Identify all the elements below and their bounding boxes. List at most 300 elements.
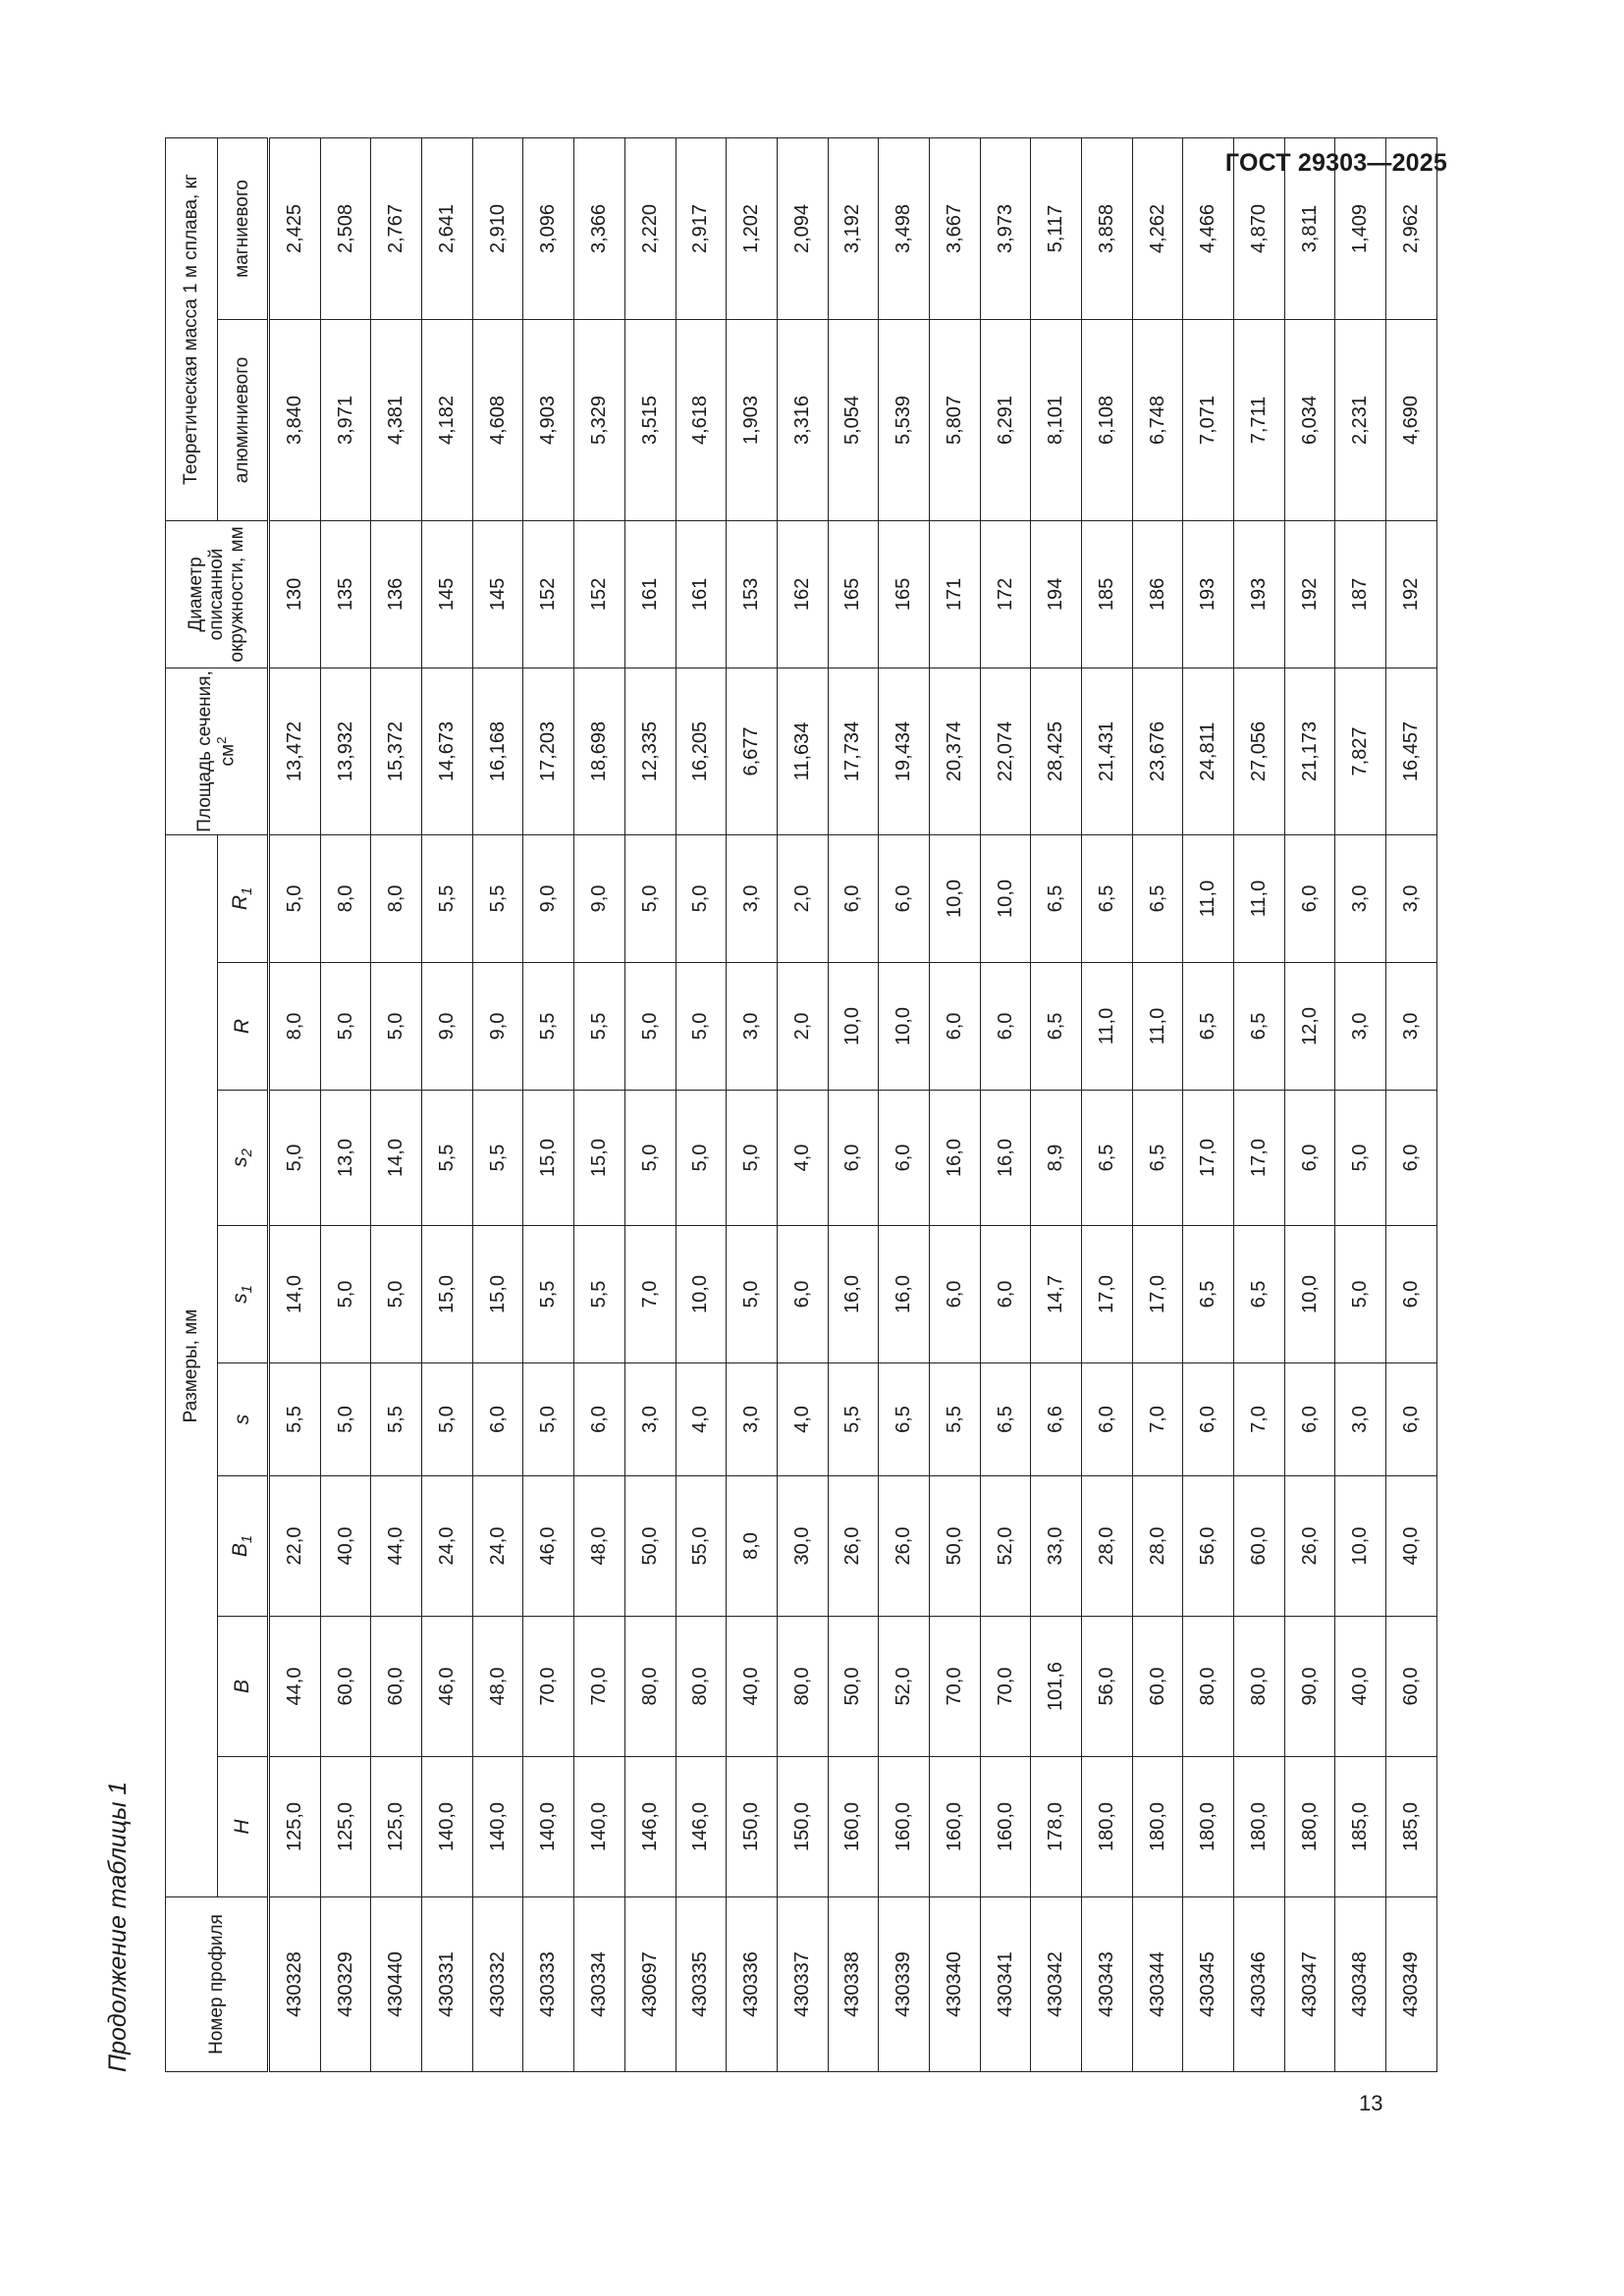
table-cell: 6,0 <box>472 1363 523 1476</box>
table-cell: 5,5 <box>929 1363 980 1476</box>
table-cell: 430337 <box>777 1897 828 2072</box>
table-cell: 430341 <box>980 1897 1031 2072</box>
table-cell: 30,0 <box>777 1476 828 1617</box>
header-dimensions: Размеры, мм <box>166 834 218 1896</box>
header-aluminum: алюминиевого <box>218 319 269 520</box>
table-row <box>624 137 676 2071</box>
table-cell: 150,0 <box>777 1757 828 1897</box>
table-cell: 6,5 <box>1031 963 1082 1091</box>
table-row <box>1234 137 1285 2071</box>
table-cell: 6,5 <box>980 1363 1031 1476</box>
table-cell: 6,108 <box>1082 319 1133 520</box>
table-cell: 430348 <box>1335 1897 1386 2072</box>
table-cell: 24,0 <box>422 1476 473 1617</box>
table-cell: 5,5 <box>574 1226 625 1363</box>
table-cell: 140,0 <box>422 1757 473 1897</box>
table-cell: 44,0 <box>269 1617 321 1757</box>
table-cell: 6,5 <box>1183 1226 1234 1363</box>
table-cell: 3,0 <box>1335 1363 1386 1476</box>
table-cell: 5,0 <box>624 834 676 962</box>
table-cell: 152 <box>574 520 625 667</box>
table-cell: 3,858 <box>1082 137 1133 319</box>
table-cell: 13,0 <box>320 1091 371 1226</box>
table-cell: 3,973 <box>980 137 1031 319</box>
table-cell: 3,0 <box>1386 963 1437 1091</box>
table-cell: 5,0 <box>371 1226 422 1363</box>
table-cell: 5,5 <box>371 1363 422 1476</box>
table-cell: 7,071 <box>1183 319 1234 520</box>
table-cell: 180,0 <box>1183 1757 1234 1897</box>
table-cell: 14,0 <box>371 1091 422 1226</box>
header-H: H <box>218 1757 269 1897</box>
header-B1: $B_1$ <box>218 1476 269 1617</box>
table-cell: 5,0 <box>676 1091 727 1226</box>
table-cell: 150,0 <box>727 1757 778 1897</box>
table-cell: 28,425 <box>1031 667 1082 834</box>
table-cell: 60,0 <box>371 1617 422 1757</box>
table-cell: 7,0 <box>624 1226 676 1363</box>
table-cell: 160,0 <box>828 1757 879 1897</box>
table-cell: 430331 <box>422 1897 473 2072</box>
table-cell: 20,374 <box>929 667 980 834</box>
table-cell: 4,608 <box>472 319 523 520</box>
table-cell: 11,0 <box>1132 963 1183 1091</box>
table-cell: 3,971 <box>320 319 371 520</box>
table-cell: 48,0 <box>472 1617 523 1757</box>
table-cell: 50,0 <box>828 1617 879 1757</box>
table-row <box>472 137 523 2071</box>
table-cell: 5,807 <box>929 319 980 520</box>
table-cell: 430338 <box>828 1897 879 2072</box>
table-cell: 5,5 <box>422 1091 473 1226</box>
table-cell: 6,0 <box>1386 1091 1437 1226</box>
table-row <box>1335 137 1386 2071</box>
table-cell: 6,5 <box>1234 1226 1285 1363</box>
table-cell: 3,0 <box>624 1363 676 1476</box>
table-cell: 6,0 <box>1386 1363 1437 1476</box>
table-cell: 1,409 <box>1335 137 1386 319</box>
table-cell: 5,0 <box>624 1091 676 1226</box>
table-row <box>523 137 574 2071</box>
table-cell: 6,5 <box>1234 963 1285 1091</box>
table-cell: 160,0 <box>929 1757 980 1897</box>
table-cell: 4,903 <box>523 319 574 520</box>
table-cell: 140,0 <box>523 1757 574 1897</box>
table-cell: 3,0 <box>727 834 778 962</box>
header-R1: $R_1$ <box>218 834 269 962</box>
table-cell: 3,0 <box>727 963 778 1091</box>
table-cell: 6,0 <box>1183 1363 1234 1476</box>
header-R: R <box>218 963 269 1091</box>
table-cell: 16,0 <box>828 1226 879 1363</box>
table-cell: 6,0 <box>1386 1226 1437 1363</box>
table-cell: 146,0 <box>676 1757 727 1897</box>
table-cell: 55,0 <box>676 1476 727 1617</box>
table-cell: 125,0 <box>320 1757 371 1897</box>
table-cell: 135 <box>320 520 371 667</box>
table-cell: 50,0 <box>929 1476 980 1617</box>
table-cell: 194 <box>1031 520 1082 667</box>
table-cell: 12,335 <box>624 667 676 834</box>
table-cell: 6,0 <box>879 834 930 962</box>
table-cell: 12,0 <box>1284 963 1335 1091</box>
table-cell: 161 <box>624 520 676 667</box>
header-s2: $s_2$ <box>218 1091 269 1226</box>
table-cell: 5,5 <box>269 1363 321 1476</box>
table-cell: 4,0 <box>777 1091 828 1226</box>
table-cell: 6,5 <box>1132 834 1183 962</box>
table-cell: 10,0 <box>879 963 930 1091</box>
table-cell: 165 <box>828 520 879 667</box>
table-cell: 8,0 <box>269 963 321 1091</box>
table-row <box>1284 137 1335 2071</box>
table-cell: 160,0 <box>879 1757 930 1897</box>
table-cell: 3,192 <box>828 137 879 319</box>
table-cell: 8,101 <box>1031 319 1082 520</box>
table-cell: 6,034 <box>1284 319 1335 520</box>
table-cell: 6,0 <box>929 1226 980 1363</box>
table-cell: 17,734 <box>828 667 879 834</box>
table-cell: 153 <box>727 520 778 667</box>
table-cell: 2,910 <box>472 137 523 319</box>
table-cell: 3,515 <box>624 319 676 520</box>
table-cell: 15,0 <box>422 1226 473 1363</box>
table-cell: 15,0 <box>523 1091 574 1226</box>
table-cell: 6,5 <box>1082 834 1133 962</box>
table-cell: 56,0 <box>1183 1476 1234 1617</box>
table-cell: 70,0 <box>929 1617 980 1757</box>
table-cell: 44,0 <box>371 1476 422 1617</box>
table-cell: 5,0 <box>371 963 422 1091</box>
table-cell: 60,0 <box>1132 1617 1183 1757</box>
table-cell: 430349 <box>1386 1897 1437 2072</box>
table-cell: 6,5 <box>879 1363 930 1476</box>
table-cell: 5,0 <box>676 963 727 1091</box>
table-cell: 4,870 <box>1234 137 1285 319</box>
table-caption: Продолжение таблицы 1 <box>104 1781 132 2072</box>
table-cell: 22,074 <box>980 667 1031 834</box>
table-cell: 171 <box>929 520 980 667</box>
document-code: ГОСТ 29303—2025 <box>1224 149 1447 177</box>
table-cell: 430328 <box>269 1897 321 2072</box>
table-cell: 17,0 <box>1082 1226 1133 1363</box>
table-row <box>371 137 422 2071</box>
table-cell: 5,5 <box>523 963 574 1091</box>
table-cell: 5,5 <box>574 963 625 1091</box>
table-cell: 13,932 <box>320 667 371 834</box>
table-cell: 6,5 <box>1031 834 1082 962</box>
table-row <box>676 137 727 2071</box>
table-cell: 178,0 <box>1031 1757 1082 1897</box>
table-cell: 187 <box>1335 520 1386 667</box>
table-cell: 430336 <box>727 1897 778 2072</box>
table-cell: 185,0 <box>1386 1757 1437 1897</box>
table-cell: 80,0 <box>676 1617 727 1757</box>
table-cell: 5,117 <box>1031 137 1082 319</box>
table-cell: 70,0 <box>574 1617 625 1757</box>
table-cell: 4,690 <box>1386 319 1437 520</box>
table-cell: 2,917 <box>676 137 727 319</box>
table-cell: 152 <box>523 520 574 667</box>
table-cell: 5,5 <box>828 1363 879 1476</box>
table-cell: 9,0 <box>422 963 473 1091</box>
table-cell: 40,0 <box>1386 1476 1437 1617</box>
table-cell: 140,0 <box>472 1757 523 1897</box>
table-cell: 16,205 <box>676 667 727 834</box>
table-cell: 4,381 <box>371 319 422 520</box>
table-cell: 430335 <box>676 1897 727 2072</box>
table-cell: 13,472 <box>269 667 321 834</box>
table-cell: 130 <box>269 520 321 667</box>
table-cell: 5,0 <box>523 1363 574 1476</box>
table-cell: 3,0 <box>1386 834 1437 962</box>
table-cell: 4,262 <box>1132 137 1183 319</box>
table-cell: 140,0 <box>574 1757 625 1897</box>
table-cell: 26,0 <box>828 1476 879 1617</box>
table-cell: 5,0 <box>320 1363 371 1476</box>
table-cell: 3,366 <box>574 137 625 319</box>
table-cell: 15,0 <box>472 1226 523 1363</box>
table-cell: 70,0 <box>980 1617 1031 1757</box>
table-cell: 40,0 <box>727 1617 778 1757</box>
table-cell: 5,539 <box>879 319 930 520</box>
table-cell: 6,291 <box>980 319 1031 520</box>
table-cell: 7,0 <box>1132 1363 1183 1476</box>
table-cell: 15,372 <box>371 667 422 834</box>
table-cell: 60,0 <box>320 1617 371 1757</box>
table-cell: 193 <box>1234 520 1285 667</box>
table-cell: 160,0 <box>980 1757 1031 1897</box>
table-cell: 11,0 <box>1234 834 1285 962</box>
header-area: Площадь сечения, $см^2$ <box>166 667 269 834</box>
rotated-table-area <box>104 174 1437 2072</box>
table-cell: 3,096 <box>523 137 574 319</box>
table-cell: 6,0 <box>828 834 879 962</box>
table-row <box>574 137 625 2071</box>
table-cell: 9,0 <box>523 834 574 962</box>
table-cell: 14,673 <box>422 667 473 834</box>
table-row <box>929 137 980 2071</box>
table-cell: 5,0 <box>422 1363 473 1476</box>
table-cell: 5,0 <box>676 834 727 962</box>
table-cell: 3,316 <box>777 319 828 520</box>
table-cell: 23,676 <box>1132 667 1183 834</box>
header-B: B <box>218 1617 269 1757</box>
table-cell: 3,0 <box>1335 963 1386 1091</box>
table-cell: 6,748 <box>1132 319 1183 520</box>
table-cell: 5,329 <box>574 319 625 520</box>
table-cell: 4,466 <box>1183 137 1234 319</box>
header-profile: Номер профиля <box>166 1897 269 2072</box>
table-cell: 180,0 <box>1234 1757 1285 1897</box>
table-cell: 6,6 <box>1031 1363 1082 1476</box>
table-cell: 56,0 <box>1082 1617 1133 1757</box>
table-cell: 10,0 <box>828 963 879 1091</box>
page-number: 13 <box>1359 2091 1383 2115</box>
table-cell: 8,0 <box>371 834 422 962</box>
table-cell: 6,0 <box>777 1226 828 1363</box>
table-cell: 145 <box>422 520 473 667</box>
table-cell: 8,9 <box>1031 1091 1082 1226</box>
table-cell: 6,0 <box>574 1363 625 1476</box>
table-cell: 6,0 <box>980 963 1031 1091</box>
table-cell: 21,173 <box>1284 667 1335 834</box>
table-row <box>727 137 778 2071</box>
table-cell: 430344 <box>1132 1897 1183 2072</box>
table-cell: 4,618 <box>676 319 727 520</box>
table-cell: 192 <box>1386 520 1437 667</box>
table-cell: 4,182 <box>422 319 473 520</box>
table-cell: 21,431 <box>1082 667 1133 834</box>
table-cell: 46,0 <box>422 1617 473 1757</box>
table-cell: 186 <box>1132 520 1183 667</box>
table-cell: 24,0 <box>472 1476 523 1617</box>
table-cell: 430347 <box>1284 1897 1335 2072</box>
table-cell: 5,0 <box>1335 1091 1386 1226</box>
table-cell: 185 <box>1082 520 1133 667</box>
table-cell: 15,0 <box>574 1091 625 1226</box>
table-cell: 4,0 <box>676 1363 727 1476</box>
table-cell: 3,0 <box>1335 834 1386 962</box>
table-cell: 172 <box>980 520 1031 667</box>
table-cell: 80,0 <box>1183 1617 1234 1757</box>
table-cell: 19,434 <box>879 667 930 834</box>
table-cell: 430329 <box>320 1897 371 2072</box>
table-cell: 125,0 <box>269 1757 321 1897</box>
table-cell: 125,0 <box>371 1757 422 1897</box>
table-cell: 2,508 <box>320 137 371 319</box>
table-cell: 430340 <box>929 1897 980 2072</box>
table-cell: 10,0 <box>980 834 1031 962</box>
table-cell: 6,0 <box>1082 1363 1133 1476</box>
table-cell: 17,0 <box>1132 1226 1183 1363</box>
table-cell: 430342 <box>1031 1897 1082 2072</box>
table-cell: 2,767 <box>371 137 422 319</box>
table-row <box>879 137 930 2071</box>
table-cell: 5,5 <box>472 1091 523 1226</box>
table-cell: 6,5 <box>1082 1091 1133 1226</box>
table-cell: 430440 <box>371 1897 422 2072</box>
table-cell: 430345 <box>1183 1897 1234 2072</box>
table-cell: 146,0 <box>624 1757 676 1897</box>
profile-table <box>165 137 1437 2072</box>
header-diameter: Диаметр описанной окружности, мм <box>166 520 269 667</box>
table-cell: 80,0 <box>624 1617 676 1757</box>
table-cell: 27,056 <box>1234 667 1285 834</box>
table-cell: 2,641 <box>422 137 473 319</box>
table-cell: 16,0 <box>929 1091 980 1226</box>
table-cell: 5,0 <box>624 963 676 1091</box>
table-cell: 5,0 <box>1335 1226 1386 1363</box>
table-cell: 6,0 <box>929 963 980 1091</box>
table-cell: 161 <box>676 520 727 667</box>
table-row <box>422 137 473 2071</box>
table-cell: 101,6 <box>1031 1617 1082 1757</box>
table-cell: 3,840 <box>269 319 321 520</box>
table-cell: 4,0 <box>777 1363 828 1476</box>
table-cell: 2,0 <box>777 834 828 962</box>
table-cell: 7,827 <box>1335 667 1386 834</box>
table-cell: 430334 <box>574 1897 625 2072</box>
table-cell: 48,0 <box>574 1476 625 1617</box>
table-cell: 5,054 <box>828 319 879 520</box>
table-cell: 16,168 <box>472 667 523 834</box>
table-cell: 6,677 <box>727 667 778 834</box>
table-cell: 6,0 <box>1284 1091 1335 1226</box>
table-cell: 16,457 <box>1386 667 1437 834</box>
table-cell: 5,0 <box>727 1091 778 1226</box>
table-row <box>1183 137 1234 2071</box>
table-cell: 17,0 <box>1183 1091 1234 1226</box>
table-cell: 16,0 <box>879 1226 930 1363</box>
table-cell: 136 <box>371 520 422 667</box>
table-cell: 14,0 <box>269 1226 321 1363</box>
table-cell: 22,0 <box>269 1476 321 1617</box>
table-cell: 18,698 <box>574 667 625 834</box>
table-cell: 162 <box>777 520 828 667</box>
table-cell: 16,0 <box>980 1091 1031 1226</box>
table-cell: 6,0 <box>828 1091 879 1226</box>
table-row <box>1031 137 1082 2071</box>
table-cell: 6,0 <box>1284 834 1335 962</box>
table-cell: 10,0 <box>929 834 980 962</box>
table-cell: 7,0 <box>1234 1363 1285 1476</box>
table-row <box>980 137 1031 2071</box>
table-cell: 5,0 <box>269 834 321 962</box>
table-cell: 6,0 <box>879 1091 930 1226</box>
table-cell: 11,634 <box>777 667 828 834</box>
table-cell: 90,0 <box>1284 1617 1335 1757</box>
table-cell: 70,0 <box>523 1617 574 1757</box>
table-cell: 165 <box>879 520 930 667</box>
table-cell: 3,667 <box>929 137 980 319</box>
table-cell: 5,0 <box>320 963 371 1091</box>
table-cell: 8,0 <box>320 834 371 962</box>
table-row <box>777 137 828 2071</box>
header-s1: $s_1$ <box>218 1226 269 1363</box>
table-cell: 1,903 <box>727 319 778 520</box>
table-cell: 7,711 <box>1234 319 1285 520</box>
table-cell: 8,0 <box>727 1476 778 1617</box>
table-cell: 2,425 <box>269 137 321 319</box>
table-cell: 5,5 <box>422 834 473 962</box>
table-cell: 40,0 <box>320 1476 371 1617</box>
table-cell: 9,0 <box>472 963 523 1091</box>
table-cell: 6,5 <box>1183 963 1234 1091</box>
table-cell: 2,962 <box>1386 137 1437 319</box>
header-s: s <box>218 1363 269 1476</box>
table-row <box>828 137 879 2071</box>
header-mass: Теоретическая масса 1 м сплава, кг <box>166 137 218 520</box>
table-row <box>1082 137 1133 2071</box>
table-cell: 11,0 <box>1082 963 1133 1091</box>
table-cell: 2,0 <box>777 963 828 1091</box>
table-cell: 2,220 <box>624 137 676 319</box>
table-cell: 80,0 <box>777 1617 828 1757</box>
table-cell: 52,0 <box>879 1617 930 1757</box>
table-cell: 5,5 <box>472 834 523 962</box>
table-cell: 10,0 <box>1284 1226 1335 1363</box>
table-cell: 40,0 <box>1335 1617 1386 1757</box>
table-cell: 5,0 <box>320 1226 371 1363</box>
table-cell: 80,0 <box>1234 1617 1285 1757</box>
table-cell: 17,203 <box>523 667 574 834</box>
table-cell: 3,498 <box>879 137 930 319</box>
table-cell: 24,811 <box>1183 667 1234 834</box>
table-cell: 26,0 <box>879 1476 930 1617</box>
table-cell: 430339 <box>879 1897 930 2072</box>
table-row <box>1132 137 1183 2071</box>
